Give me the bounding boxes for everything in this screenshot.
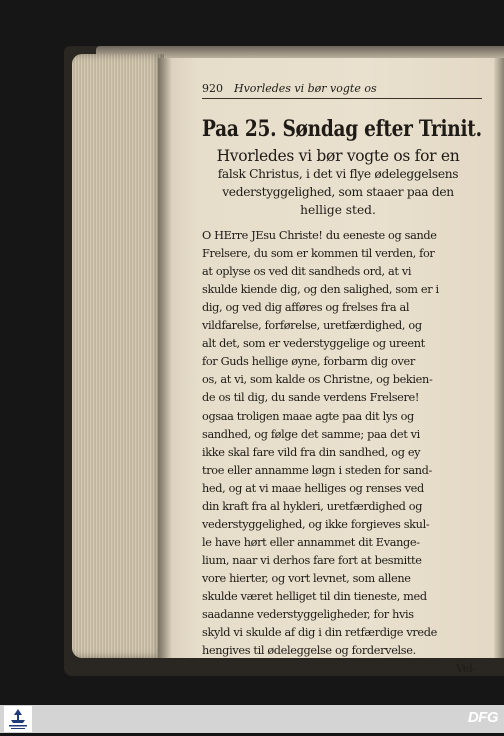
body-line: de os til dig, du sande verdens Frelsere! — [202, 391, 420, 405]
body-line: troe eller annamme løgn i steden for sand- — [202, 463, 432, 477]
footer-bar — [0, 705, 504, 733]
body-line: ogsaa troligen maae agte paa dit lys og — [202, 409, 414, 423]
dfg-logo: DFG — [467, 709, 498, 726]
page-number: 920 — [202, 82, 223, 95]
body-line: Vel- — [456, 662, 476, 676]
header-rule — [202, 98, 482, 99]
body-line: at oplyse os ved dit sandheds ord, at vi — [202, 265, 412, 279]
institution-logo — [4, 706, 32, 732]
body-line: dig, og ved dig afføres og frelses fra al — [202, 301, 410, 315]
body-line: le have hørt eller annammet dit Evange- — [202, 535, 420, 549]
subtitle-line: vederstyggelighed, som staaer paa den — [222, 185, 454, 199]
body-line: alt det, som er vederstyggelige og ureent — [202, 337, 425, 351]
body-line: O HErre JEsu Christe! du eeneste og sande — [202, 229, 437, 242]
body-line: ikke skal fare vild fra din sandhed, og ey — [202, 445, 421, 459]
body-line: hed, og at vi maae helliges og renses ved — [202, 481, 424, 495]
running-title: Hvorledes vi bør vogte os — [234, 82, 377, 95]
logo-icon — [4, 706, 32, 732]
body-line: for Guds hellige øyne, forbarm dig over — [202, 355, 415, 369]
page-edges — [72, 54, 164, 658]
chapter-title: Paa 25. Søndag efter Trinit. — [202, 116, 482, 142]
body-line: saadanne vederstyggeligheder, for hvis — [202, 608, 414, 622]
body-line: lium, naar vi derhos fare fort at besmitte — [202, 553, 422, 567]
body-line: os, at vi, som kalde os Christne, og bekien- — [202, 373, 433, 387]
subtitle-line: falsk Christus, i det vi flye ødeleggelsens — [217, 167, 459, 181]
page-right-edge — [494, 58, 504, 658]
body-line: din kraft fra al hykleri, uretfærdighed og — [202, 499, 423, 513]
body-line: vederstyggelighed, og ikke forgieves skul- — [202, 517, 430, 531]
subtitle-line: hellige sted. — [300, 203, 376, 217]
body-line: vore hierter, og vort levnet, som allene — [202, 571, 411, 585]
body-line: skyld vi skulde af dig i din retfærdige vrede — [202, 626, 437, 640]
body-line: skulde kiende dig, og den salighed, som er i — [202, 283, 439, 297]
body-line: sandhed, og følge det samme; paa det vi — [202, 427, 420, 441]
body-line: skulde været helliget til din tieneste, med — [202, 590, 427, 603]
body-line: Frelsere, du som er kommen til verden, for — [202, 247, 435, 261]
body-line: vildfarelse, forførelse, uretfærdighed, og — [202, 319, 422, 333]
body-line: hengives til ødeleggelse og fordervelse. — [202, 644, 416, 658]
subtitle-line: Hvorledes vi bør vogte os for en — [216, 147, 460, 165]
gutter-shadow — [158, 58, 172, 658]
